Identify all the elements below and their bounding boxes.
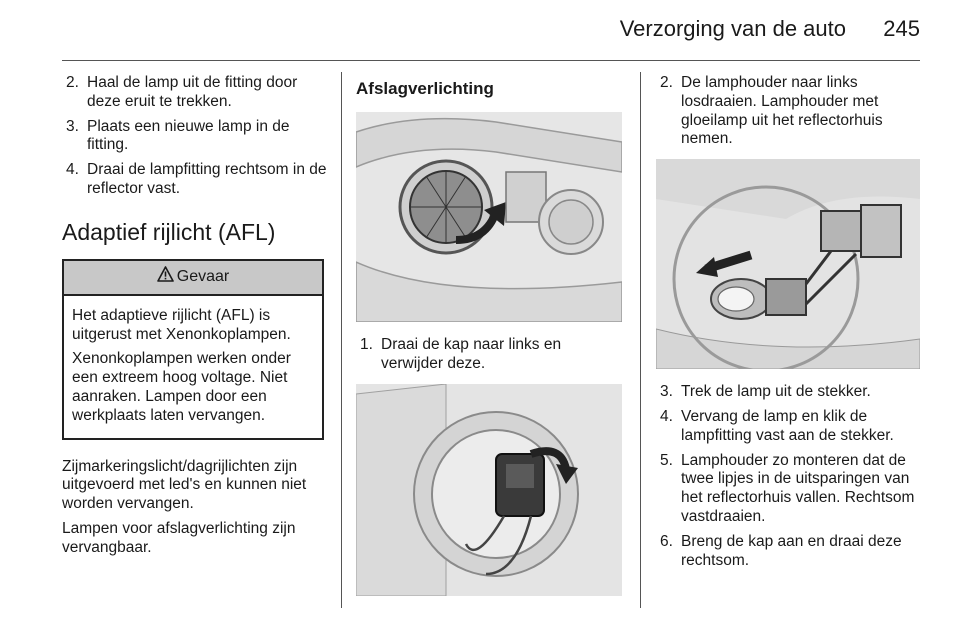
step-item [656, 74, 924, 149]
warning-paragraph: Het adaptieve rijlicht (AFL) is uitgerust met Xenonkoplampen. [72, 306, 291, 343]
step-number: 5. [660, 451, 673, 469]
warning-paragraph: Xenonkoplampen werken onder een extreem hoog voltage. Niet aanraken. Lampen door een werkplaats laten vervangen. [72, 350, 291, 424]
step-number: 3. [66, 117, 79, 135]
warning-body [64, 296, 322, 438]
body-paragraph: Lampen voor afslagverlichting zijn vervangbaar. [62, 519, 296, 556]
bulb-removal-illustration [656, 159, 920, 369]
step-number: 4. [660, 407, 673, 425]
danger-warning-box [62, 259, 324, 440]
step-list [356, 336, 622, 374]
step-item [356, 336, 622, 374]
header-rule [62, 60, 920, 61]
headlamp-cap-illustration [356, 112, 622, 322]
step-text: Breng de kap aan en draai deze rechtsom. [681, 532, 902, 569]
column-divider [341, 72, 342, 608]
step-number: 2. [660, 74, 673, 91]
step-text: Lamphouder zo monteren dat de twee lipjes in de uitsparingen van het reflectorhuis vallen. Rechtsom vastdraaien. [681, 451, 915, 525]
step-list [656, 383, 924, 570]
step-number: 3. [660, 383, 673, 401]
subsection-title: Afslagverlichting [356, 79, 494, 98]
step-list [62, 74, 330, 199]
step-text: Vervang de lamp en klik de lampfitting vast aan de stekker. [681, 407, 894, 444]
step-text: Plaats een nieuwe lamp in de fitting. [87, 117, 290, 154]
lamp-holder-illustration [356, 384, 622, 596]
warning-triangle-icon [157, 266, 174, 288]
step-item [62, 74, 330, 112]
column-1 [62, 74, 330, 564]
column-2 [356, 74, 622, 610]
section-title: Adaptief rijlicht (AFL) [62, 218, 276, 245]
step-item [656, 533, 924, 571]
step-number: 2. [66, 74, 79, 91]
step-text: Draai de lampfitting rechtsom in de reflector vast. [87, 161, 327, 197]
body-paragraph: Zijmarkeringslicht/dagrijlichten zijn uitgevoerd met led's en kunnen niet worden vervangen. [62, 457, 307, 513]
step-text: De lamphouder naar links losdraaien. Lamphouder met gloeilamp uit het reflectorhuis nemen. [681, 74, 883, 148]
step-text: Haal de lamp uit de fitting door deze eruit te trekken. [87, 74, 298, 110]
step-list [656, 74, 924, 149]
step-item [656, 452, 924, 527]
column-divider [640, 72, 641, 608]
page-number: 245 [883, 16, 920, 41]
step-item [656, 408, 924, 446]
step-item [62, 118, 330, 156]
page-header [0, 0, 960, 60]
step-number: 4. [66, 161, 79, 179]
warning-heading [64, 261, 322, 296]
step-number: 6. [660, 532, 673, 550]
step-item [62, 161, 330, 199]
page-header-title: Verzorging van de auto [619, 16, 846, 41]
step-text: Draai de kap naar links en verwijder deze. [381, 336, 562, 372]
step-text: Trek de lamp uit de stekker. [681, 383, 871, 401]
column-3 [656, 74, 924, 576]
step-item [656, 383, 924, 402]
step-number: 1. [360, 336, 373, 353]
warning-heading-text: Gevaar [176, 267, 230, 285]
